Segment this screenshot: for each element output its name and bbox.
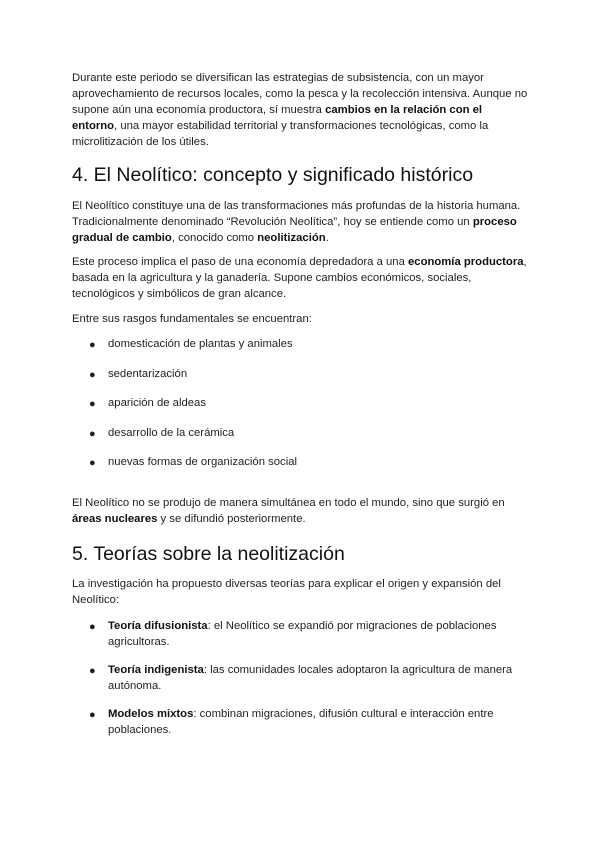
s4p4-text-2: y se difundió posteriormente. bbox=[157, 513, 306, 525]
section-4-paragraph-2 bbox=[72, 254, 528, 302]
s4p2-text-2: , basada en la agricultura y la ganadería. Supone cambios económicos, sociales, tecnológicos y simbólicos de gran alcance. bbox=[72, 256, 527, 300]
list-item: ● sedentarización bbox=[89, 367, 188, 381]
s4p1-text-2: , conocido como bbox=[171, 232, 258, 244]
list-item: ● domesticación de plantas y animales bbox=[89, 338, 293, 351]
theory-text: : las comunidades locales adoptaron la agricultura de manera autónoma. bbox=[108, 664, 513, 692]
list-item: ● nuevas formas de organización social bbox=[89, 456, 298, 469]
theories-list bbox=[72, 618, 528, 750]
intro-bold-1: cambios en la relación con el entorno bbox=[72, 104, 483, 132]
theory-name: Modelos mixtos bbox=[108, 708, 194, 720]
s4p4-bold-1: áreas nucleares bbox=[72, 513, 158, 525]
section-4-paragraph-1 bbox=[72, 198, 528, 246]
theory-text: : el Neolítico se expandió por migraciones de poblaciones agricultoras. bbox=[108, 620, 497, 648]
section-4-heading: 4. El Neolítico: concepto y significado histórico bbox=[72, 164, 474, 186]
bullet-icon: ● bbox=[89, 621, 96, 633]
section-5-heading: 5. Teorías sobre la neolitización bbox=[72, 543, 345, 565]
s4p1-text-3: . bbox=[325, 232, 329, 244]
section-5-paragraph-1: La investigación ha propuesto diversas teorías para explicar el origen y expansión del Neolítico: bbox=[72, 578, 501, 606]
s4p2-text-1: Este proceso implica el paso de una economía depredadora a una bbox=[72, 256, 408, 268]
theory-name: Teoría difusionista bbox=[108, 620, 208, 632]
theory-name: Teoría indigenista bbox=[108, 664, 204, 676]
intro-text-2: , una mayor estabilidad territorial y transformaciones tecnológicas, como la microlitización de los útiles. bbox=[72, 120, 489, 148]
bullet-icon: ● bbox=[89, 398, 96, 410]
bullet-icon: ● bbox=[89, 665, 96, 677]
s4p4-text-1: El Neolítico no se produjo de manera simultánea en todo el mundo, sino que surgió en bbox=[72, 497, 505, 509]
list-item bbox=[72, 706, 528, 750]
bullet-icon: ● bbox=[89, 457, 96, 469]
s4p2-bold-1: economía productora bbox=[408, 256, 524, 268]
bullet-icon: ● bbox=[89, 709, 96, 721]
s4p1-bold-2: neolitización bbox=[257, 232, 326, 244]
s4p1-text-1: El Neolítico constituye una de las transformaciones más profundas de la historia humana. Tradicionalmente denominado “Revolución Neolítica”, hoy se entiende como un bbox=[72, 200, 521, 228]
s4p1-bold-1: proceso gradual de cambio bbox=[72, 216, 517, 244]
features-list bbox=[72, 336, 528, 484]
intro-paragraph bbox=[72, 70, 528, 150]
list-item bbox=[72, 618, 528, 662]
list-item: ● desarrollo de la cerámica bbox=[89, 426, 235, 440]
bullet-icon: ● bbox=[89, 368, 96, 381]
list-item: ● aparición de aldeas bbox=[89, 397, 206, 410]
bullet-icon: ● bbox=[89, 339, 96, 351]
list-item bbox=[72, 662, 528, 706]
section-4-paragraph-3: Entre sus rasgos fundamentales se encuentran: bbox=[72, 313, 312, 325]
intro-text-1: Durante este periodo se diversifican las estrategias de subsistencia, con un mayor aprovechamiento de recursos locales, como la pesca y la recolección intensiva. Aunque no supone aún una economía productora, sí muestra bbox=[72, 72, 528, 116]
bullet-icon: ● bbox=[89, 427, 96, 440]
section-4-paragraph-4 bbox=[72, 495, 528, 527]
theory-text: : combinan migraciones, difusión cultural e interacción entre poblaciones. bbox=[108, 708, 494, 736]
